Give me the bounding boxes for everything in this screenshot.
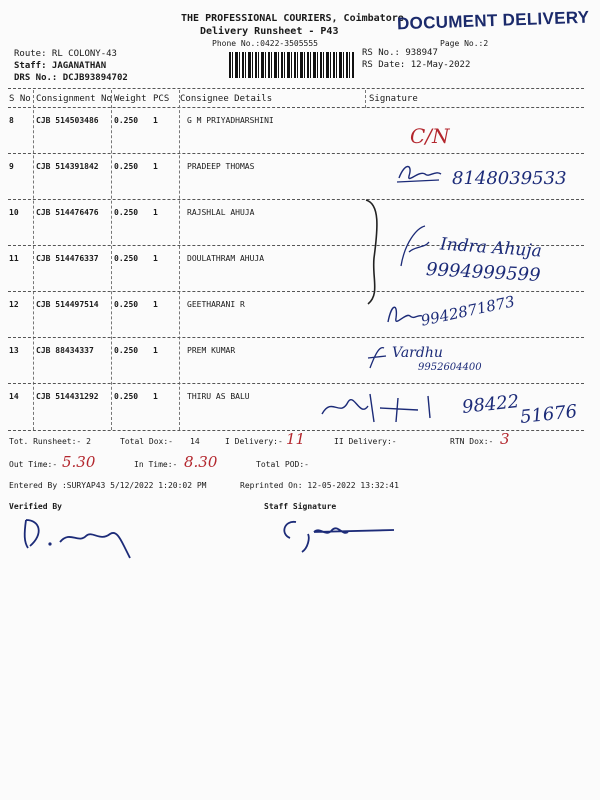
page-number: Page No.:2 xyxy=(440,39,489,48)
col-sep-1 xyxy=(33,90,34,430)
handwritten-phone-row12: 9942871873 xyxy=(419,292,517,330)
col-signature: Signature xyxy=(369,94,418,104)
row-pcs: 1 xyxy=(153,254,158,263)
total-pod-label: Total POD:- xyxy=(256,460,309,469)
barcode xyxy=(229,52,354,78)
row-sno: 13 xyxy=(9,346,19,355)
runsheet-title: Delivery Runsheet - P43 xyxy=(200,26,339,37)
col-consignee: Consignee Details xyxy=(180,94,273,104)
row-sno: 10 xyxy=(9,208,19,217)
bracket-mark-icon xyxy=(362,198,392,308)
row-weight: 0.250 xyxy=(114,300,139,309)
col-consignment: Consignment No xyxy=(36,94,112,104)
tot-runsheet: Tot. Runsheet:- 2 xyxy=(9,437,91,446)
row-rule xyxy=(8,153,584,154)
handwritten-phone-row14-a: 98422 xyxy=(461,391,521,418)
row-consignee: DOULATHRAM AHUJA xyxy=(187,254,265,263)
ii-delivery-label: II Delivery:- xyxy=(334,437,397,446)
rs-date: RS Date: 12-May-2022 xyxy=(362,60,471,70)
handwritten-name-row13: Vardhu xyxy=(392,345,443,361)
row-pcs: 1 xyxy=(153,392,158,401)
row-weight: 0.250 xyxy=(114,254,139,263)
col-sno: S No xyxy=(9,94,31,104)
col-sep-4 xyxy=(365,90,366,108)
in-time-label: In Time:- xyxy=(134,460,178,469)
out-time-value: 5.30 xyxy=(62,453,96,471)
row-sno: 14 xyxy=(9,392,19,401)
verified-signature-icon xyxy=(20,512,140,562)
row-pcs: 1 xyxy=(153,208,158,217)
header-top-rule xyxy=(8,88,584,89)
row-rule xyxy=(8,383,584,384)
row-pcs: 1 xyxy=(153,162,158,171)
row-consignee: PREM KUMAR xyxy=(187,346,236,355)
entered-by: Entered By :SURYAP43 5/12/2022 1:20:02 PM xyxy=(9,481,207,490)
i-delivery-value: 11 xyxy=(286,430,306,448)
staff: Staff: JAGANATHAN xyxy=(14,61,107,71)
row-pcs: 1 xyxy=(153,300,158,309)
total-dox-label: Total Dox:- xyxy=(120,437,173,446)
route: Route: RL COLONY-43 xyxy=(14,49,117,59)
reprinted-on: Reprinted On: 12-05-2022 13:32:41 xyxy=(240,481,399,490)
row-sno: 12 xyxy=(9,300,19,309)
drs-number: DRS No.: DCJB93894702 xyxy=(14,73,128,83)
signature-row13-icon xyxy=(364,342,390,372)
staff-signature-label: Staff Signature xyxy=(264,502,337,511)
col-sep-2 xyxy=(111,90,112,430)
handwritten-name-row11: Indra Ahuja xyxy=(439,234,543,262)
col-pcs: PCS xyxy=(153,94,170,104)
col-weight: Weight xyxy=(114,94,147,104)
row-sno: 9 xyxy=(9,162,14,171)
row-rule xyxy=(8,291,584,292)
company-name: THE PROFESSIONAL COURIERS, Coimbatore xyxy=(181,13,404,24)
row-consignee: THIRU AS BALU xyxy=(187,392,250,401)
col-sep-3 xyxy=(179,90,180,430)
row-weight: 0.250 xyxy=(114,392,139,401)
staff-signature-icon xyxy=(274,512,404,557)
row-weight: 0.250 xyxy=(114,162,139,171)
row-consignment: CJB 514497514 xyxy=(36,300,99,309)
header-bottom-rule xyxy=(8,107,584,108)
row-consignee: G M PRIYADHARSHINI xyxy=(187,116,274,125)
handwritten-phone-row11: 9994999599 xyxy=(425,259,542,286)
phone-number: Phone No.:0422-3505555 xyxy=(212,39,318,48)
handwritten-phone-row9: 8148039533 xyxy=(452,168,567,189)
handwritten-cn: C/N xyxy=(410,124,450,148)
row-sno: 8 xyxy=(9,116,14,125)
row-consignee: RAJSHLAL AHUJA xyxy=(187,208,255,217)
row-consignment: CJB 514431292 xyxy=(36,392,99,401)
row-consignment: CJB 514476337 xyxy=(36,254,99,263)
signature-row12-icon xyxy=(384,298,424,334)
verified-by-label: Verified By xyxy=(9,502,62,511)
row-weight: 0.250 xyxy=(114,208,139,217)
in-time-value: 8.30 xyxy=(184,453,218,471)
rtn-dox-label: RTN Dox:- xyxy=(450,437,494,446)
row-pcs: 1 xyxy=(153,116,158,125)
row-weight: 0.250 xyxy=(114,346,139,355)
row-rule xyxy=(8,337,584,338)
rs-number: RS No.: 938947 xyxy=(362,48,438,58)
total-dox-value: 14 xyxy=(190,437,200,446)
row-consignment: CJB 514503486 xyxy=(36,116,99,125)
out-time-label: Out Time:- xyxy=(9,460,58,469)
handwritten-phone-row13: 9952604400 xyxy=(418,362,482,373)
row-consignment: CJB 514476476 xyxy=(36,208,99,217)
i-delivery-label: I Delivery:- xyxy=(225,437,283,446)
row-consignee: GEETHARANI R xyxy=(187,300,245,309)
row-sno: 11 xyxy=(9,254,19,263)
handwritten-phone-row14-b: 51676 xyxy=(519,401,579,428)
document-delivery-stamp: DOCUMENT DELIVERY xyxy=(396,7,590,34)
row-weight: 0.250 xyxy=(114,116,139,125)
signature-row14-icon xyxy=(318,388,458,428)
row-rule xyxy=(8,199,584,200)
row-consignment: CJB 88434337 xyxy=(36,346,94,355)
row-consignee: PRADEEP THOMAS xyxy=(187,162,255,171)
rtn-dox-value: 3 xyxy=(500,430,510,448)
signature-row9-icon xyxy=(395,160,445,190)
row-consignment: CJB 514391842 xyxy=(36,162,99,171)
row-pcs: 1 xyxy=(153,346,158,355)
